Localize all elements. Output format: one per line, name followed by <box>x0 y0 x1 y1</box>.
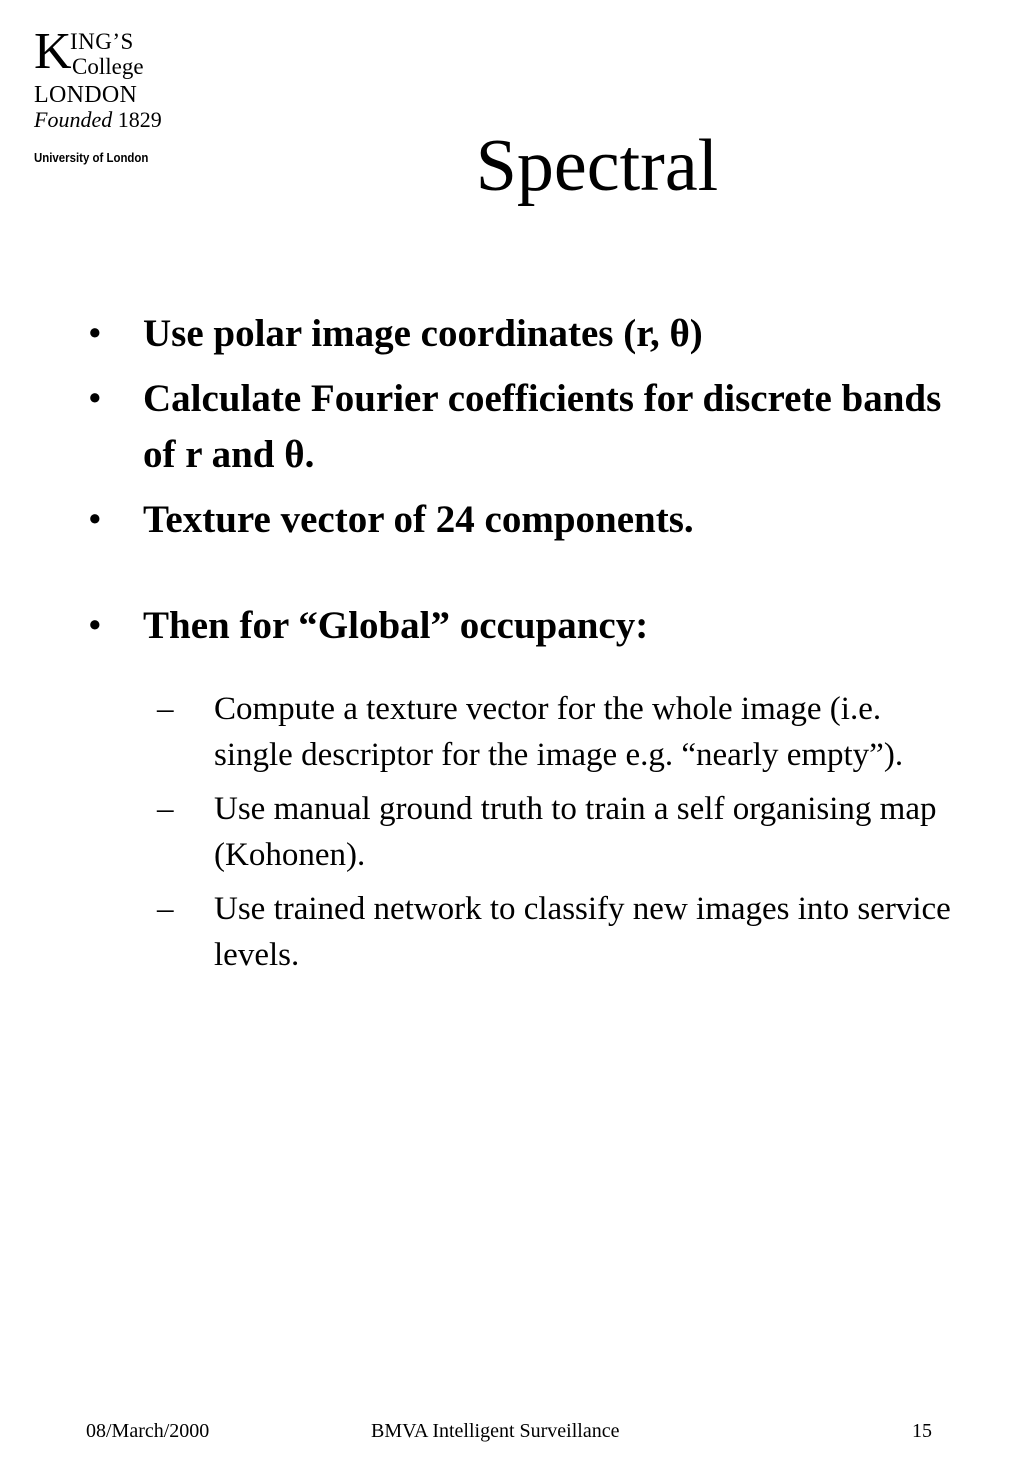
bullet-marker: • <box>88 312 102 355</box>
bullet-item <box>88 306 968 362</box>
footer-date: 08/March/2000 <box>86 1420 210 1442</box>
sub-bullet-text: Use manual ground truth to train a self organising map (Kohonen). <box>214 791 937 873</box>
logo-founded: Founded <box>34 107 113 132</box>
sub-bullet-marker: – <box>157 691 174 727</box>
logo-founded-line <box>34 108 162 132</box>
bullet-item <box>88 371 968 483</box>
university-of-london-label: University of London <box>34 150 149 165</box>
bullet-text: Then for “Global” occupancy: <box>143 604 649 647</box>
sub-bullet-text: Compute a texture vector for the whole image (i.e. single descriptor for the image e.g. “nearly empty”). <box>214 691 904 773</box>
kings-college-logo <box>34 23 174 168</box>
logo-college: College <box>72 54 144 79</box>
bullet-marker: • <box>88 377 102 420</box>
bullet-item <box>88 598 968 654</box>
bullet-text: Texture vector of 24 components. <box>143 498 694 541</box>
logo-ings: ING’S <box>70 29 134 54</box>
sub-bullet-item <box>157 786 960 878</box>
footer-page-number: 15 <box>912 1420 932 1442</box>
bullet-marker: • <box>88 498 102 541</box>
sub-bullet-marker: – <box>157 891 174 927</box>
sub-bullet-list <box>100 686 960 986</box>
logo-year: 1829 <box>117 107 162 132</box>
slide-title: Spectral <box>475 125 719 207</box>
bullet-marker: • <box>88 604 102 647</box>
footer-event: BMVA Intelligent Surveillance <box>371 1420 620 1442</box>
bullet-text: Calculate Fourier coefficients for discrete bands of r and θ. <box>143 377 942 476</box>
logo-london: LONDON <box>34 82 138 108</box>
bullet-list <box>88 306 968 663</box>
sub-bullet-text: Use trained network to classify new images into service levels. <box>214 891 951 973</box>
bullet-item <box>88 492 968 548</box>
logo-k-letter: K <box>34 23 72 80</box>
sub-bullet-item <box>157 886 960 978</box>
sub-bullet-marker: – <box>157 791 174 827</box>
sub-bullet-item <box>157 686 960 778</box>
bullet-text: Use polar image coordinates (r, θ) <box>143 312 703 355</box>
